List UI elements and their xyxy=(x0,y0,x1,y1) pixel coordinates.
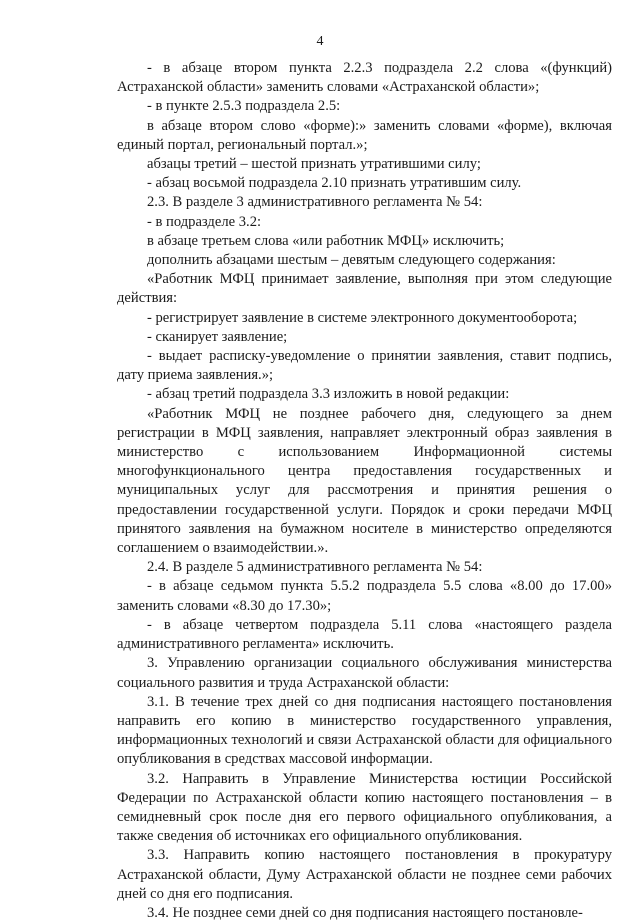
paragraph: - в подразделе 3.2: xyxy=(147,213,262,230)
paragraph: - в абзаце седьмом пункта 5.5.2 подраздела 5.5 слова «8.00 до 17.00» заменить словами «8.30 до 17.30»; xyxy=(117,578,612,614)
paragraph: - в абзаце втором пункта 2.2.3 подраздела 2.2 слова «(функций) Астраханской области» заменить словами «Астраханской области»; xyxy=(117,60,612,96)
paragraph: - в абзаце четвертом подраздела 5.11 слова «настоящего раздела административного регламента» исключить. xyxy=(117,616,612,653)
paragraph: - сканирует заявление; xyxy=(147,328,288,345)
paragraph: 2.4. В разделе 5 административного регламента № 54: xyxy=(147,559,483,576)
paragraph: 3.2. Направить в Управление Министерства юстиции Российской Федерации по Астраханской области копию настоящего постановления – в семидневный срок после дня его первого официального опубликования, а также сведения об источниках его официального опубликования. xyxy=(117,770,612,845)
paragraph: в абзаце третьем слова «или работник МФЦ» исключить; xyxy=(147,232,505,249)
paragraph: - регистрирует заявление в системе электронного документооборота; xyxy=(147,309,578,326)
paragraph: - в пункте 2.5.3 подраздела 2.5: xyxy=(147,98,341,115)
paragraph: «Работник МФЦ не позднее рабочего дня, следующего за днем регистрации в МФЦ заявления, направляет электронный образ заявления в министерство с использованием Информационной системы многофункционального центра предоставления государственных и муниципальных услуг для рассмотрения и принятия решения о предоставлении государственной услуги. Порядок и сроки передачи МФЦ принятого заявления на бумажном носителе в министерство определяются соглашением о взаимодействии.». xyxy=(117,405,612,557)
paragraph: «Работник МФЦ принимает заявление, выполняя при этом следующие действия: xyxy=(117,271,612,307)
paragraph: 2.3. В разделе 3 административного регламента № 54: xyxy=(147,194,483,211)
page-number: 4 xyxy=(316,34,324,49)
document-body xyxy=(117,59,612,923)
paragraph: - выдает расписку-уведомление о принятии заявления, ставит подпись, дату приема заявления.»; xyxy=(117,348,612,384)
paragraph: 3.4. Не позднее семи дней со дня подписания настоящего постановле- xyxy=(147,904,583,921)
paragraph: - абзац восьмой подраздела 2.10 признать утратившим силу. xyxy=(147,175,522,192)
paragraph: дополнить абзацами шестым – девятым следующего содержания: xyxy=(147,252,556,269)
paragraph: в абзаце втором слово «форме):» заменить словами «форме), включая единый портал, региональный портал.»; xyxy=(117,117,612,153)
paragraph: абзацы третий – шестой признать утратившими силу; xyxy=(147,156,481,173)
paragraph: - абзац третий подраздела 3.3 изложить в новой редакции: xyxy=(147,386,510,403)
paragraph: 3.1. В течение трех дней со дня подписания настоящего постановления направить его копию в министерство государственного управления, информационных технологий и связи Астраханской области для официального опубликования в средствах массовой информации. xyxy=(117,693,612,768)
paragraph: 3.3. Направить копию настоящего постановления в прокуратуру Астраханской области, Думу Астраханской области не позднее семи рабочих дней со дня его подписания. xyxy=(117,847,612,902)
paragraph: 3. Управлению организации социального обслуживания министерства социального развития и труда Астраханской области: xyxy=(117,655,612,691)
